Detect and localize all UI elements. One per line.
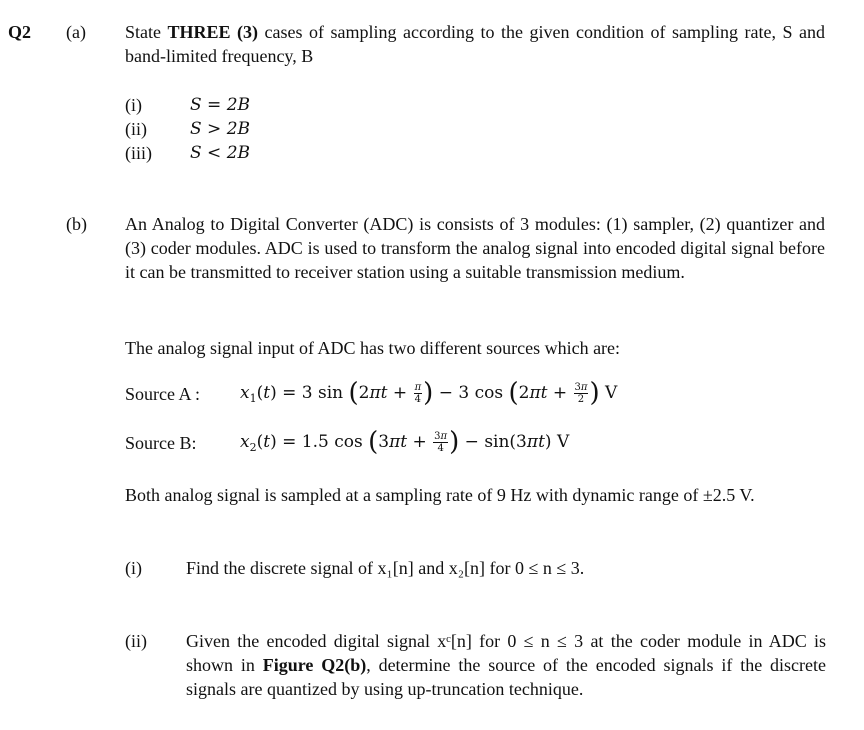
question-number: Q2: [8, 22, 32, 42]
part-a-item-1-roman: (i): [125, 95, 142, 115]
part-a-text-pre: State: [125, 22, 168, 42]
figure-reference: Figure Q2(b): [262, 655, 367, 675]
source-a-equation: $x_1(t) = 3$ sin (2πt + $\frac{\pi}{4}$ ) − 3 cos (2πt + $\frac{3\pi}{2}$ ) V: [240, 378, 618, 408]
part-a-item-2-roman: (ii): [125, 119, 147, 139]
part-a-text: [125, 20, 825, 68]
sub-i-text: Find the discrete signal of x₁[n] and x₂[n] for 0 ≤ n ≤ 3.: [186, 558, 585, 578]
part-a-text-bold: THREE (3): [167, 22, 259, 42]
sampling-text: Both analog signal is sampled at a sampling rate of 9 Hz with dynamic range of ±2.5 V.: [125, 485, 755, 505]
part-a-item-1-condition: S = 2B: [190, 95, 251, 115]
sub-i-roman: (i): [125, 558, 142, 578]
part-b-label: (b): [66, 214, 87, 234]
sub-ii-text: [186, 629, 826, 701]
sub-ii-roman: (ii): [125, 631, 147, 651]
sub-ii-text-2: , determine the source of the encoded signals if the discrete signals are quantized by using up-truncation technique.: [186, 655, 826, 699]
sources-intro: The analog signal input of ADC has two different sources which are:: [125, 338, 621, 358]
part-a-item-2-condition: S > 2B: [190, 119, 251, 139]
source-b-label: Source B:: [125, 433, 197, 453]
part-a-item-3-roman: (iii): [125, 143, 152, 163]
part-a-item-3-condition: S < 2B: [190, 143, 251, 163]
part-a-label: (a): [66, 22, 86, 42]
sub-ii-text-1: Given the encoded digital signal xᶜ[n] for 0 ≤ n ≤ 3 at the coder module in ADC is shown in: [186, 631, 826, 675]
part-b-intro: An Analog to Digital Converter (ADC) is consists of 3 modules: (1) sampler, (2) quantizer and (3) coder modules. ADC is used to transform the analog signal into encoded digital signal before it can be transmitted to receiver station using a suitable transmission medium.: [125, 214, 825, 282]
source-b-equation: $x_2(t) = 1.5$ cos (3πt + $\frac{3\pi}{4}$ ) − sin(3πt) V: [240, 427, 570, 457]
source-a-label: Source A :: [125, 384, 200, 404]
part-a-text-post: cases of sampling according to the given condition of sampling rate, S and band-limited frequency, B: [125, 22, 825, 66]
